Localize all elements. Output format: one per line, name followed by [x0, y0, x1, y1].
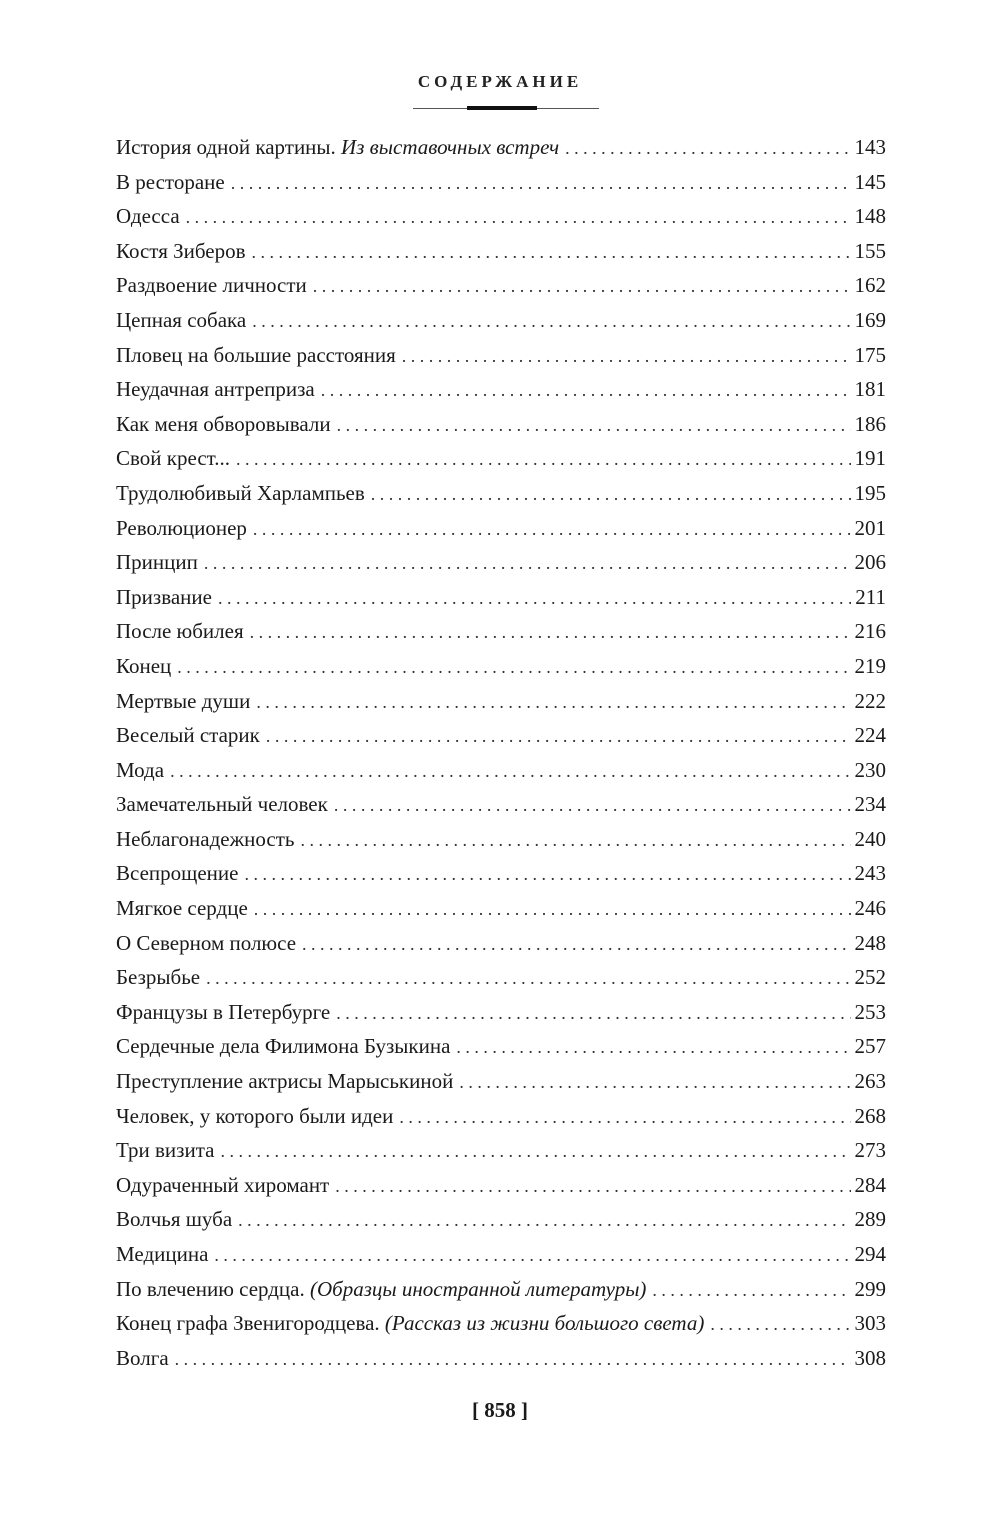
toc-entry-page: 252: [854, 965, 886, 990]
toc-dot-leader: [710, 1307, 850, 1342]
toc-dot-leader: [456, 1030, 850, 1065]
toc-dot-leader: [254, 892, 851, 927]
toc-entry-page: 303: [854, 1311, 886, 1336]
toc-entry-title: [116, 960, 200, 995]
toc-entry-title: [116, 787, 328, 822]
toc-entry: [116, 649, 886, 684]
table-of-contents: [116, 130, 886, 1375]
toc-entry-main-title: По влечению сердца.: [116, 1276, 305, 1301]
toc-entry: [116, 199, 886, 234]
toc-dot-leader: [218, 581, 851, 616]
toc-entry-main-title: Французы в Петербурге: [116, 999, 331, 1024]
toc-entry: [116, 1099, 886, 1134]
toc-entry-title: [116, 511, 247, 546]
toc-entry-title: [116, 407, 331, 442]
toc-dot-leader: [186, 200, 851, 235]
toc-dot-leader: [177, 650, 850, 685]
toc-entry-main-title: Цепная собака: [116, 307, 247, 332]
header-rule-accent: [467, 106, 537, 110]
toc-entry-page: 169: [854, 307, 886, 332]
toc-entry: [116, 1341, 886, 1376]
toc-entry-main-title: Безрыбье: [116, 965, 201, 990]
toc-dot-leader: [170, 754, 850, 789]
toc-entry-title: [116, 649, 171, 684]
toc-entry-page: 143: [854, 135, 886, 159]
toc-entry: [116, 476, 886, 511]
toc-dot-leader: [238, 1203, 850, 1238]
toc-dot-leader: [252, 235, 851, 270]
toc-entry-page: 230: [854, 757, 886, 782]
toc-entry-title: [116, 303, 246, 338]
toc-entry: [116, 1168, 886, 1203]
toc-entry: [116, 753, 886, 788]
toc-entry-main-title: Замечательный человек: [116, 792, 328, 817]
toc-entry-main-title: Трудолюбивый Харлампьев: [116, 480, 365, 505]
toc-entry-main-title: Конец: [116, 653, 172, 678]
toc-dot-leader: [459, 1065, 850, 1100]
toc-dot-leader: [175, 1342, 851, 1377]
toc-entry: [116, 441, 886, 476]
toc-entry-page: 219: [854, 653, 886, 678]
toc-dot-leader: [214, 1238, 850, 1273]
toc-entry-page: 162: [854, 273, 886, 298]
toc-entry-title: [116, 1202, 232, 1237]
toc-entry-page: 191: [854, 446, 886, 471]
toc-entry-title: [116, 1237, 208, 1272]
toc-dot-leader: [337, 408, 851, 443]
toc-entry: [116, 580, 886, 615]
toc-entry-title: [116, 891, 248, 926]
toc-entry: [116, 718, 886, 753]
toc-entry-title: [116, 338, 396, 373]
toc-entry-page: 201: [854, 515, 886, 540]
toc-entry-title: [116, 268, 307, 303]
toc-entry-main-title: Всепрощение: [116, 861, 239, 886]
toc-entry-title: [116, 1133, 214, 1168]
page-header: [0, 72, 1000, 92]
toc-entry-title: [116, 1341, 169, 1376]
toc-entry-title: [116, 372, 315, 407]
toc-entry: [116, 614, 886, 649]
toc-entry: [116, 1064, 886, 1099]
toc-entry: [116, 338, 886, 373]
toc-entry-title: [116, 856, 238, 891]
toc-entry: [116, 165, 886, 200]
toc-dot-leader: [652, 1273, 850, 1308]
toc-entry-main-title: Костя Зиберов: [116, 238, 246, 263]
toc-entry-page: 240: [854, 826, 886, 851]
toc-entry-page: 246: [854, 896, 886, 921]
toc-entry-main-title: В ресторане: [116, 169, 225, 194]
toc-dot-leader: [252, 304, 850, 339]
toc-entry-title: [116, 441, 230, 476]
toc-entry: [116, 856, 886, 891]
toc-dot-leader: [250, 615, 851, 650]
toc-entry: [116, 1029, 886, 1064]
toc-dot-leader: [220, 1134, 850, 1169]
toc-dot-leader: [399, 1100, 850, 1135]
toc-entry-main-title: Одураченный хиромант: [116, 1172, 330, 1197]
toc-entry-main-title: Неудачная антреприза: [116, 377, 315, 402]
toc-entry-main-title: Три визита: [116, 1138, 215, 1163]
toc-entry-main-title: Мода: [116, 757, 165, 782]
toc-entry-title: [116, 1099, 393, 1134]
toc-entry: [116, 995, 886, 1030]
toc-entry-page: 224: [854, 723, 886, 748]
toc-entry-page: 284: [854, 1172, 886, 1197]
toc-entry-main-title: Человек, у которого были идеи: [116, 1103, 394, 1128]
toc-entry-title: [116, 753, 164, 788]
toc-dot-leader: [244, 857, 850, 892]
toc-entry-title: [116, 1064, 453, 1099]
toc-entry-page: 148: [854, 204, 886, 229]
toc-entry-title: [116, 1272, 646, 1307]
toc-entry-main-title: О Северном полюсе: [116, 930, 297, 955]
toc-entry: [116, 130, 886, 165]
toc-entry-title: [116, 234, 246, 269]
toc-entry: [116, 1237, 886, 1272]
toc-entry: [116, 1272, 886, 1307]
toc-entry: [116, 684, 886, 719]
toc-entry-page: 186: [854, 411, 886, 436]
toc-entry-subtitle: (Рассказ из жизни большого света): [384, 1311, 705, 1336]
toc-entry-page: 155: [854, 238, 886, 263]
toc-entry-title: [116, 718, 260, 753]
toc-entry: [116, 303, 886, 338]
toc-entry-title: [116, 614, 244, 649]
toc-entry-main-title: История одной картины.: [116, 135, 336, 159]
toc-entry-title: [116, 1306, 704, 1341]
toc-dot-leader: [253, 512, 851, 547]
toc-entry-page: 211: [855, 584, 886, 609]
toc-entry: [116, 234, 886, 269]
toc-entry: [116, 926, 886, 961]
toc-entry-main-title: Принцип: [116, 550, 198, 575]
toc-dot-leader: [231, 166, 851, 201]
toc-entry-page: 273: [854, 1138, 886, 1163]
toc-entry-page: 181: [854, 377, 886, 402]
toc-entry-page: 299: [854, 1276, 886, 1301]
toc-dot-leader: [371, 477, 851, 512]
toc-dot-leader: [236, 442, 851, 477]
toc-dot-leader: [336, 996, 850, 1031]
toc-entry-page: 248: [854, 930, 886, 955]
toc-entry-title: [116, 822, 294, 857]
page-number: [ 858 ]: [472, 1398, 528, 1422]
toc-dot-leader: [204, 546, 851, 581]
toc-entry-main-title: Свой крест...: [116, 446, 230, 471]
toc-entry-page: 268: [854, 1103, 886, 1128]
toc-entry: [116, 545, 886, 580]
toc-entry-page: 145: [854, 169, 886, 194]
toc-entry-main-title: Как меня обворовывали: [116, 411, 331, 436]
toc-entry-main-title: Революционер: [116, 515, 247, 540]
toc-dot-leader: [256, 685, 850, 720]
toc-entry-title: [116, 580, 212, 615]
toc-entry: [116, 268, 886, 303]
toc-dot-leader: [206, 961, 850, 996]
toc-entry-page: 234: [854, 792, 886, 817]
toc-dot-leader: [565, 131, 850, 166]
toc-dot-leader: [302, 927, 850, 962]
toc-entry: [116, 1306, 886, 1341]
toc-entry: [116, 1202, 886, 1237]
toc-entry-page: 257: [854, 1034, 886, 1059]
toc-entry-title: [116, 1029, 450, 1064]
toc-entry-main-title: Мягкое сердце: [116, 896, 248, 921]
toc-entry-main-title: Веселый старик: [116, 723, 260, 748]
toc-entry-page: 216: [854, 619, 886, 644]
toc-entry-page: 222: [854, 688, 886, 713]
toc-entry-main-title: Одесса: [116, 204, 180, 229]
toc-entry-title: [116, 926, 296, 961]
toc-entry-main-title: Неблагонадежность: [116, 826, 295, 851]
toc-entry-page: 308: [854, 1345, 886, 1370]
toc-entry-page: 206: [854, 550, 886, 575]
toc-entry-title: [116, 476, 365, 511]
toc-entry-main-title: Волчья шуба: [116, 1207, 233, 1232]
toc-dot-leader: [313, 269, 851, 304]
toc-entry-subtitle: Из выставочных встреч: [341, 135, 560, 159]
toc-entry: [116, 787, 886, 822]
toc-entry-main-title: Раздвоение личности: [116, 273, 307, 298]
toc-entry-page: 294: [854, 1242, 886, 1266]
toc-entry-page: 289: [854, 1207, 886, 1232]
toc-dot-leader: [402, 339, 851, 374]
toc-entry-title: [116, 684, 250, 719]
toc-entry: [116, 372, 886, 407]
toc-entry: [116, 822, 886, 857]
toc-entry: [116, 891, 886, 926]
toc-entry-title: [116, 165, 225, 200]
toc-entry-main-title: После юбилея: [116, 619, 244, 644]
page-title: СОДЕРЖАНИЕ: [417, 72, 583, 91]
toc-dot-leader: [266, 719, 851, 754]
toc-entry-main-title: Преступление актрисы Марыськиной: [116, 1069, 454, 1094]
toc-entry-title: [116, 199, 180, 234]
toc-entry-subtitle: (Образцы иностранной литературы): [310, 1276, 647, 1301]
toc-entry: [116, 511, 886, 546]
toc-entry-main-title: Пловец на большие расстояния: [116, 342, 396, 367]
toc-entry-page: 263: [854, 1069, 886, 1094]
toc-entry-main-title: Мертвые души: [116, 688, 251, 713]
toc-entry-page: 243: [854, 861, 886, 886]
toc-entry-title: [116, 1168, 329, 1203]
toc-dot-leader: [321, 373, 851, 408]
toc-entry-main-title: Сердечные дела Филимона Бузыкина: [116, 1034, 451, 1059]
toc-dot-leader: [334, 788, 851, 823]
toc-entry: [116, 960, 886, 995]
toc-entry-title: [116, 995, 330, 1030]
toc-entry-page: 253: [854, 999, 886, 1024]
toc-entry-main-title: Волга: [116, 1345, 169, 1370]
toc-entry-title: [116, 545, 198, 580]
toc-entry-main-title: Конец графа Звенигородцева.: [116, 1311, 380, 1336]
toc-dot-leader: [300, 823, 850, 858]
toc-entry-main-title: Призвание: [116, 584, 212, 609]
toc-dot-leader: [335, 1169, 850, 1204]
toc-entry-title: [116, 130, 559, 165]
toc-entry-main-title: Медицина: [116, 1242, 209, 1266]
toc-entry-page: 195: [854, 480, 886, 505]
toc-entry: [116, 407, 886, 442]
toc-entry-page: 175: [854, 342, 886, 367]
toc-entry: [116, 1133, 886, 1168]
